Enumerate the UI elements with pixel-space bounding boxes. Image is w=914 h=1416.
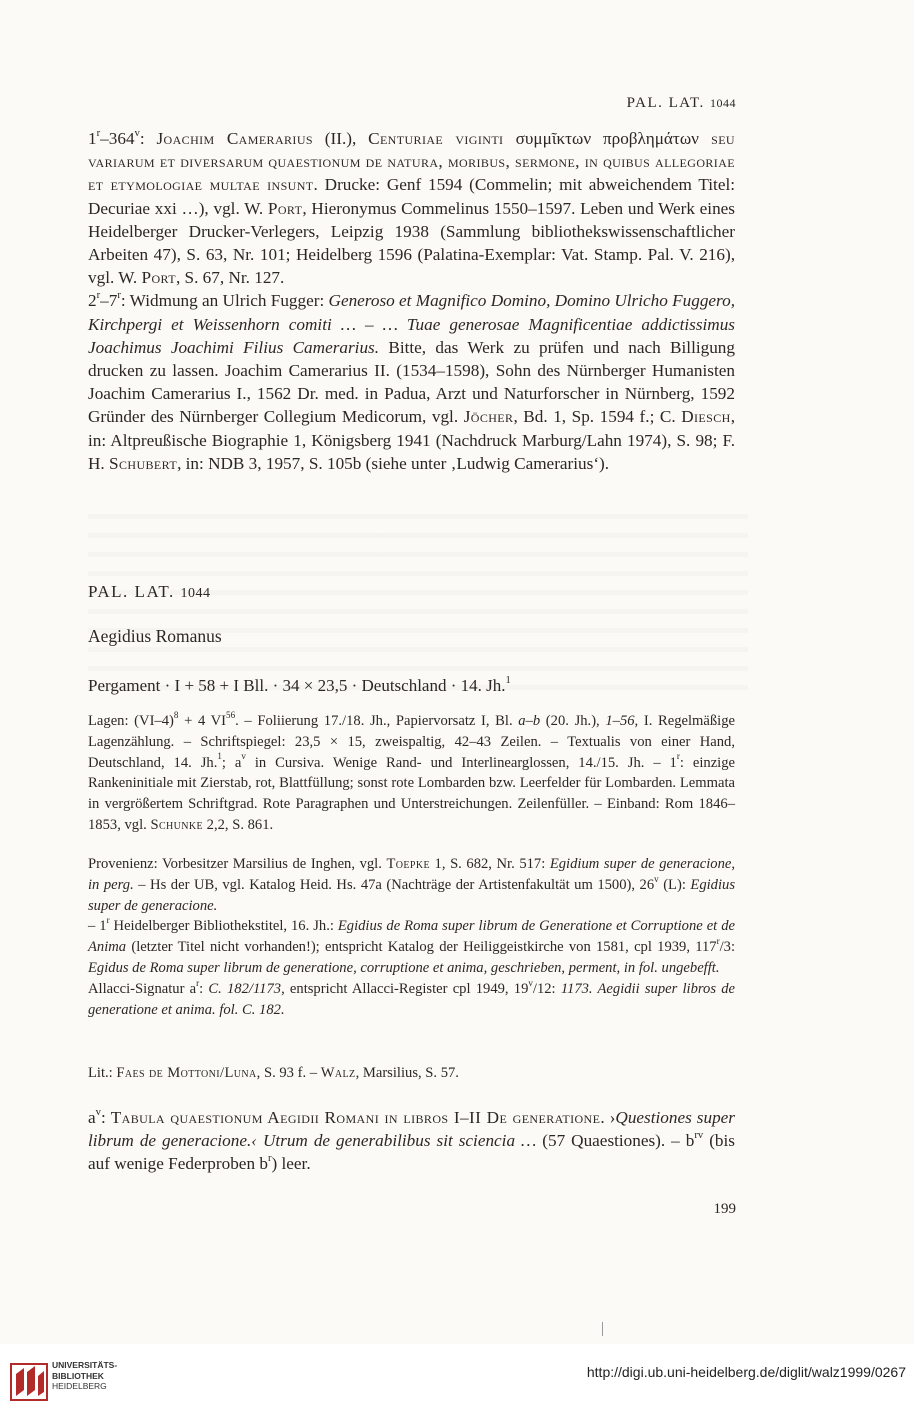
running-head xyxy=(600,95,736,112)
tabula-paragraph: $a^v$: Tabula quaestionum Aegidii Romani in libros I–II De generatione. ›Questiones super librum de generacione.‹ Utrum de generabilibus sit sciencia … (57 Quaestiones). – $b^{rv}$ (bis auf wenige Federproben $b^r$) leer. xyxy=(88,1106,735,1174)
entry-block xyxy=(88,127,735,475)
section-heading: PAL. LAT. 1044 xyxy=(88,582,211,601)
page-number: 199 xyxy=(713,1201,736,1217)
author-name: Joachim Camerarius xyxy=(156,129,313,148)
entry-paragraph-1: 1$^r$–364$^v$: Joachim Camerarius (II.), Centuriae viginti συμμῖκτων προβλημάτων seu variarum et diversarum quaestionum de natura, moribus, sermone, in quibus allegoriae et etymologiae multae insunt. Drucke: Genf 1594 (Commelin; mit abweichendem Titel: Decuriae xxi …), vgl. W. Port, Hieronymus Commelinus 1550–1597. Leben und Werk eines Heidelberger Drucker-Verlegers, Leipzig 1938 (Sammlung bibliothekswissenschaftlicher Arbeiten 47), S. 63, Nr. 101; Heidelberg 1596 (Palatina-Exemplar: Vat. Stamp. Pal. V. 216), vgl. W. Port, S. 67, Nr. 127. xyxy=(88,127,735,288)
codicology-paragraph: Lagen: $(VI-4)^8 + 4$ VI$^{56}$. – Foliierung 17./18. Jh., Papiervorsatz I, Bl. a–b (20. Jh.), 1–56, I. Regelmäßige Lagenzählung. – Schriftspiegel: 23,5 × 15, zweispaltig, 42–43 Zeilen. – Textualis von einer Hand, Deutschland, 14. Jh.$^1$; $a^v$ in Cursiva. Wenige Rand- und Interlinearglossen, 14./15. Jh. – 1$^r$: einzige Rankeninitiale mit Zierstab, rot, Blattfüllung; sonst rote Lombarden bzw. Leerfelder für Lombarden. Lemmata in vergrößertem Schriftgrad. Rote Paragraphen und Unterstreichungen. Zeilenfüller. – Einband: Rom 1846–1853, vgl. Schunke 2,2, S. 861. xyxy=(88,709,736,833)
dedication-incipit: Generoso et Magnifico Domino, Domino Ulricho Fuggero, Kirchpergi et Weissenhorn comiti … – … Tuae generosae Magnificentiae addictissimus Joachimus Joachimi Filius Camerarius. xyxy=(88,291,735,357)
literature-line: Lit.: Faes de Mottoni/Luna, S. 93 f. – Walz, Marsilius, S. 57. xyxy=(88,1065,459,1081)
library-logo-icon xyxy=(10,1360,48,1404)
summary-line: Pergament · I + 58 + I Bll. · 34 × 23,5 · Deutschland · 14. Jh.$^1$ xyxy=(88,674,511,695)
running-head-number: 1044 xyxy=(710,96,736,110)
crop-mark xyxy=(602,1322,603,1336)
entry-paragraph-2: 2$^r$–7$^r$: Widmung an Ulrich Fugger: Generoso et Magnifico Domino, Domino Ulricho Fuggero, Kirchpergi et Weissenhorn comiti … – … Tuae generosae Magnificentiae addictissimus Joachimus Joachimi Filius Camerarius. Bitte, das Werk zu prüfen und nach Billigung drucken zu lassen. Joachim Camerarius II. (1534–1598), Sohn des Nürnberger Humanisten Joachim Camerarius I., 1562 Dr. med. in Padua, Arzt und Naturforscher in Nürnberg, 1592 Gründer des Nürnberger Collegium Medicorum, vgl. Jöcher, Bd. 1, Sp. 1594 f.; C. Diesch, in: Altpreußische Biographie 1, Königsberg 1941 (Nachdruck Marburg/Lahn 1974), S. 98; F. H. Schubert, in: NDB 3, 1957, S. 105b (siehe unter ‚Ludwig Camerarius‘). xyxy=(88,290,735,473)
greek-title: συμμῖκτων προβλημάτων xyxy=(515,129,699,148)
manuscript-author: Aegidius Romanus xyxy=(88,626,222,646)
library-name: UNIVERSITÄTS- BIBLIOTHEK HEIDELBERG xyxy=(52,1360,118,1391)
provenance-paragraph: Provenienz: Vorbesitzer Marsilius de Inghen, vgl. Toepke 1, S. 682, Nr. 517: Egidium super de generacione, in perg. – Hs der UB, vgl. Katalog Heid. Hs. 47a (Nachträge der Artistenfakultät um 1500), 26$^v$ (L): Egidius super de generacione. – 1$^r$ Heidelberger Bibliothekstitel, 16. Jh.: Egidius de Roma super librum de Generatione et Corruptione et de Anima (letzter Titel nicht vorhanden!); entspricht Katalog der Heiliggeistkirche von 1581, cpl 1939, 117$^r$/3: Egidus de Roma super librum de generatione, corruptione et anima, geschrieben, perment, in fol. ungebefft. Allacci-Signatur $a^r$: C. 182/1173, entspricht Allacci-Register cpl 1949, 19$^v$/12: 1173. Aegidii super libros de generatione et anima. fol. C. 182. xyxy=(88,856,736,1018)
running-head-label: PAL. LAT. xyxy=(626,95,705,111)
digitization-footer xyxy=(0,1344,914,1416)
permalink-url[interactable]: http://digi.ub.uni-heidelberg.de/diglit/walz1999/0267 xyxy=(586,1364,906,1380)
